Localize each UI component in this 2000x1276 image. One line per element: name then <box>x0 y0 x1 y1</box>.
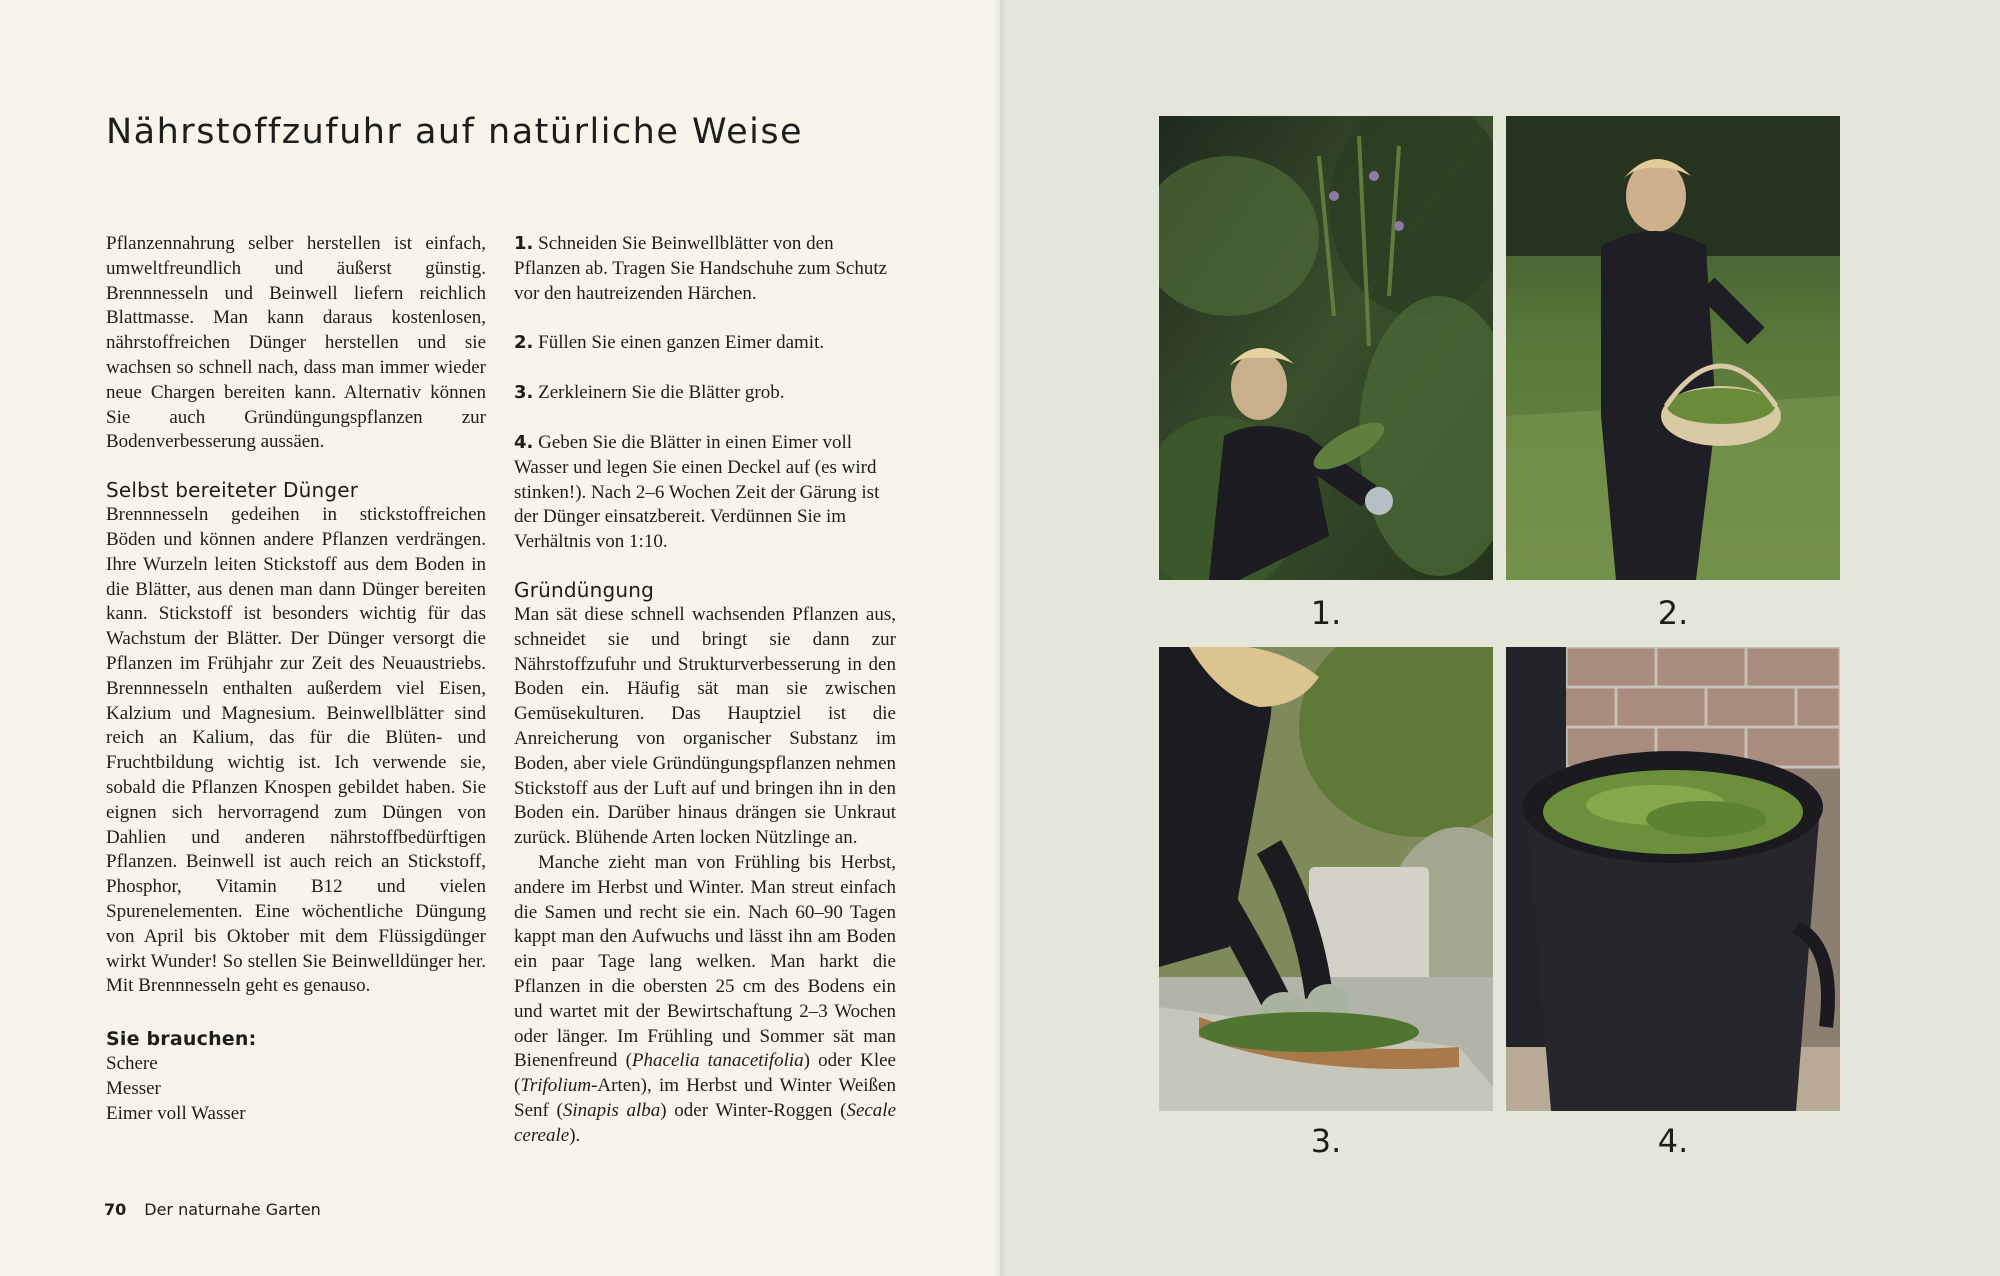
middle-text-column <box>514 232 896 1149</box>
left-text-column <box>106 232 486 1127</box>
section-name: Der naturnahe Garten <box>144 1200 321 1219</box>
list-item: Messer <box>106 1077 161 1099</box>
step-text: Füllen Sie einen ganzen Eimer damit. <box>533 332 825 354</box>
photo-basket-leaves-icon <box>1506 116 1840 580</box>
step-text: Geben Sie die Blätter in einen Eimer voll Wasser und legen Sie einen Deckel auf (es wird stinken!). Nach 2–6 Wochen Zeit der Gärung ist der Dünger einsatzbereit. Verdünnen Sie im Verhältnis von 1:10. <box>514 431 880 553</box>
photo-bucket-leaves-icon <box>1506 647 1840 1111</box>
section-heading-green-manure: Gründüngung <box>514 577 655 602</box>
photo-caption: 1. <box>1310 594 1342 632</box>
green-manure-paragraph-1: Man sät diese schnell wachsenden Pflanzen aus, schneidet sie und bringt sie dann zur Nährstoffzufuhr und Strukturverbesserung in den Boden ein. Häufig sät man sie zwischen Gemüsekulturen. Das Hauptziel ist die Anreicherung von organischer Substanz im Boden, aber viele Gründüngungspflanzen nehmen Stickstoff aus der Luft auf und bringen ihn in den Boden ein. Darüber hinaus drängen sie Unkraut zurück. Blühende Arten locken Nützlinge an. <box>514 603 896 849</box>
step-4 <box>514 431 896 555</box>
step-text: Schneiden Sie Beinwellblätter von den Pflanzen ab. Tragen Sie Handschuhe zum Schutz vor den hautreizenden Härchen. <box>514 233 888 304</box>
fertilizer-paragraph: Brennnesseln gedeihen in stickstoffreichen Böden und können andere Pflanzen verdrängen. Ihre Wurzeln leiten Stickstoff aus dem Boden in die Blätter, aus denen man dann Dünger bereiten kann. Stickstoff ist besonders wichtig für das Wachstum der Blätter. Der Dünger versorgt die Pflanzen im Frühjahr zur Zeit des Neuaustriebs. Brennnesseln enthalten außerdem viel Eisen, Kalzium und Magnesium. Beinwellblätter sind reich an Kalium, das für die Blüten- und Fruchtbildung wichtig ist. Ich verwende sie, sobald die Pflanzen Knospen gebildet haben. Sie eignen sich hervorragend zum Düngen von Dahlien und anderen nährstoffbedürftigen Pflanzen. Beinwell ist auch reich an Stickstoff, Phosphor, Vitamin B12 und vielen Spurenelementen. Eine wöchentliche Düngung von April bis Oktober mit dem Flüssigdünger wirkt Wunder! So stellen Sie Beinwelldünger her. Mit Brennnesseln geht es genauso. <box>106 504 486 997</box>
step-text: Zerkleinern Sie die Blätter grob. <box>533 382 785 404</box>
photo-caption: 3. <box>1310 1122 1342 1160</box>
intro-paragraph: Pflanzennahrung selber herstellen ist einfach, umweltfreundlich und äußerst günstig. Brennnesseln und Beinwell liefern reichlich Blattmasse. Man kann daraus kostenlosen, nährstoffreichen Dünger herstellen und sie wachsen so schnell nach, dass man immer wieder neue Chargen bereiten kann. Alternativ können Sie auch Gründüngungspflanzen zur Bodenverbesserung aussäen. <box>106 233 486 453</box>
step-1 <box>514 232 896 306</box>
step-number: 1. <box>514 233 534 254</box>
photo-caption: 2. <box>1657 594 1689 632</box>
list-item: Eimer voll Wasser <box>106 1102 246 1124</box>
step-2 <box>514 331 896 356</box>
list-item: Schere <box>106 1053 158 1075</box>
needs-list <box>106 1052 486 1126</box>
step-3 <box>514 381 896 406</box>
needs-heading: Sie brauchen: <box>106 1028 257 1051</box>
step-number: 3. <box>514 382 534 404</box>
page-footer <box>104 1200 321 1219</box>
right-page <box>1000 0 2000 1276</box>
step-number: 2. <box>514 332 534 354</box>
photo-caption: 4. <box>1657 1122 1689 1160</box>
page-number: 70 <box>104 1200 127 1219</box>
photo-chopping-leaves-icon <box>1159 647 1493 1111</box>
book-gutter <box>994 0 1006 1276</box>
green-manure-paragraph-2: Manche zieht man von Frühling bis Herbst, andere im Herbst und Winter. Man streut einfach die Samen und recht sie ein. Nach 60–90 Tagen kappt man den Aufwuchs und lässt ihn am Boden ein paar Tage lang welken. Man harkt die Pflanzen in die obersten 25 cm des Bodens ein und wartet mit der Bewirtschaftung 2–3 Wochen oder länger. Im Frühling und Sommer sät man Bienenfreund (Phacelia tanacetifolia) oder Klee (Trifolium-Arten), im Herbst und Winter Weißen Senf (Sinapis alba) oder Winter-Roggen (Secale cereale). <box>514 851 897 1146</box>
step-number: 4. <box>514 431 534 453</box>
page-title: Nährstoffzufuhr auf natürliche Weise <box>106 112 804 152</box>
section-heading-fertilizer: Selbst bereiteter Dünger <box>106 478 359 503</box>
photo-cutting-comfrey-icon <box>1159 116 1493 580</box>
